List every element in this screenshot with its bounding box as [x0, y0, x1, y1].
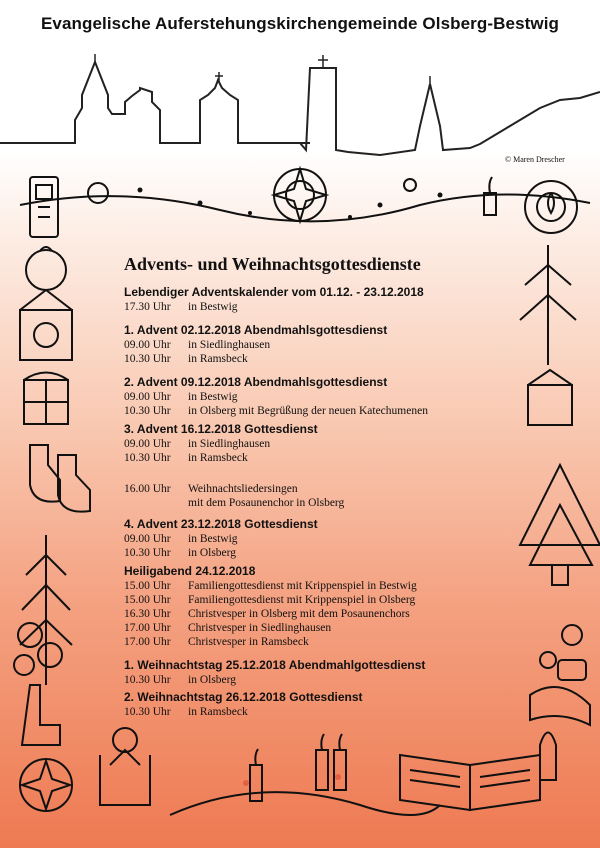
service-row	[124, 437, 318, 451]
service-location: in Bestwig	[188, 301, 238, 313]
service-time: 17.30 Uhr	[124, 301, 171, 313]
section-heading: 2. Advent 09.12.2018 Abendmahlsgottesdienst	[124, 375, 388, 389]
schedule-section	[124, 285, 424, 314]
service-row	[124, 338, 387, 352]
service-time	[124, 496, 188, 510]
service-time: 09.00 Uhr	[124, 391, 171, 403]
service-location: in Ramsbeck	[188, 353, 248, 365]
schedule-section	[124, 690, 363, 719]
service-location: in Olsberg	[188, 547, 237, 559]
section-heading: 2. Weihnachtstag 26.12.2018 Gottesdienst	[124, 690, 363, 704]
service-schedule-title: Advents- und Weihnachtsgottesdienste	[124, 254, 421, 274]
service-row	[124, 482, 344, 496]
schedule-section	[124, 564, 417, 649]
section-heading: Lebendiger Adventskalender vom 01.12. - 23.12.2018	[124, 285, 424, 299]
schedule-section	[124, 323, 387, 366]
service-row	[124, 635, 417, 649]
service-location: Weihnachtsliedersingen	[188, 483, 298, 495]
service-location: in Bestwig	[188, 391, 238, 403]
section-heading: 1. Weihnachtstag 25.12.2018 Abendmahlgottesdienst	[124, 658, 426, 672]
schedule-section	[124, 422, 318, 465]
service-time: 09.00 Uhr	[124, 438, 171, 450]
service-time: 10.30 Uhr	[124, 706, 171, 718]
service-row	[124, 451, 318, 465]
service-time: 09.00 Uhr	[124, 339, 171, 351]
copyright-note: © Maren Drescher	[505, 155, 565, 164]
service-time: 10.30 Uhr	[124, 405, 171, 417]
service-location: in Olsberg	[188, 674, 237, 686]
service-location: Familiengottesdienst mit Krippenspiel in Olsberg	[188, 594, 416, 606]
section-heading: 4. Advent 23.12.2018 Gottesdienst	[124, 517, 318, 531]
service-location: in Siedlinghausen	[188, 339, 271, 351]
service-time: 15.00 Uhr	[124, 580, 171, 592]
service-location: in Olsberg mit Begrüßung der neuen Katechumenen	[188, 405, 428, 417]
service-row	[124, 352, 387, 366]
service-time: 10.30 Uhr	[124, 353, 171, 365]
service-time: 15.00 Uhr	[124, 594, 171, 606]
service-row	[124, 532, 318, 546]
service-time: 10.30 Uhr	[124, 452, 171, 464]
page-title: Evangelische Auferstehungskirchengemeinde Olsberg-Bestwig	[40, 14, 560, 33]
service-location: Christvesper in Olsberg mit dem Posaunenchors	[188, 608, 410, 620]
service-time: 16.30 Uhr	[124, 608, 171, 620]
service-row	[124, 621, 417, 635]
service-time: 09.00 Uhr	[124, 533, 171, 545]
service-location: Christvesper in Siedlinghausen	[188, 622, 332, 634]
service-location: Familiengottesdienst mit Krippenspiel in Bestwig	[188, 580, 417, 592]
service-location: Christvesper in Ramsbeck	[188, 636, 309, 648]
service-time: 10.30 Uhr	[124, 547, 171, 559]
service-time: 17.00 Uhr	[124, 636, 171, 648]
schedule-section	[124, 375, 428, 418]
service-row	[124, 300, 424, 314]
section-heading: 3. Advent 16.12.2018 Gottesdienst	[124, 422, 318, 436]
schedule-section	[124, 658, 425, 687]
service-time: 16.00 Uhr	[124, 483, 171, 495]
service-location: in Bestwig	[188, 533, 238, 545]
service-row	[124, 546, 318, 560]
service-row	[124, 705, 363, 719]
service-location: in Ramsbeck	[188, 706, 248, 718]
service-row	[124, 673, 425, 687]
service-row	[124, 404, 428, 418]
service-time: 10.30 Uhr	[124, 674, 171, 686]
church-skyline-illustration	[0, 40, 600, 170]
service-row	[124, 607, 417, 621]
service-time: 17.00 Uhr	[124, 622, 171, 634]
schedule-section	[124, 517, 318, 560]
service-row	[124, 496, 344, 510]
section-heading: Heiligabend 24.12.2018	[124, 564, 256, 578]
service-location: mit dem Posaunenchor in Olsberg	[188, 497, 345, 509]
service-location: in Siedlinghausen	[188, 438, 271, 450]
service-row	[124, 579, 417, 593]
service-location: in Ramsbeck	[188, 452, 248, 464]
section-heading: 1. Advent 02.12.2018 Abendmahlsgottesdienst	[124, 323, 388, 337]
service-row	[124, 390, 428, 404]
service-row	[124, 593, 417, 607]
schedule-section	[124, 482, 344, 510]
